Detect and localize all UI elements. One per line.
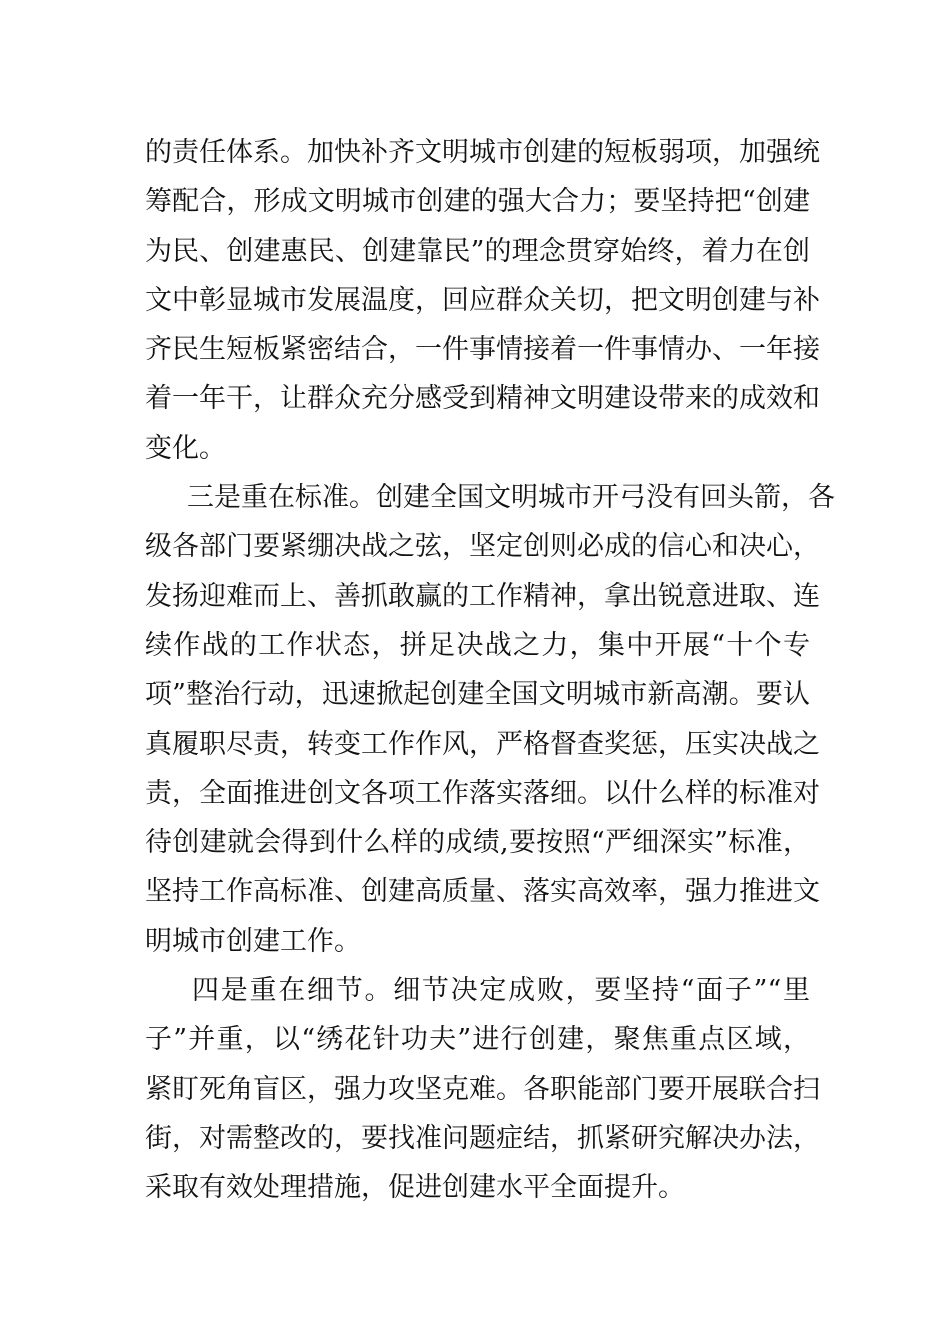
text-line: 坚持工作高标准、创建高质量、落实高效率，强力推进文 — [145, 876, 820, 908]
text-line: 筹配合，形成文明城市创建的强大合力；要坚持把“创建 — [145, 186, 810, 218]
text-line: 子”并重，以“绣花针功夫”进行创建，聚焦重点区域， — [145, 1024, 810, 1056]
paragraph-start-line: 三是重在标准。创建全国文明城市开弓没有回头箭，各 — [187, 482, 835, 514]
text-line: 责，全面推进创文各项工作落实落细。以什么样的标准对 — [145, 777, 820, 809]
text-line: 为民、创建惠民、创建靠民”的理念贯穿始终，着力在创 — [145, 235, 810, 267]
text-line: 采取有效处理措施，促进创建水平全面提升。 — [145, 1172, 685, 1204]
text-line: 级各部门要紧绷决战之弦，坚定创则必成的信心和决心， — [145, 531, 820, 563]
text-line: 变化。 — [145, 432, 226, 464]
text-line: 的责任体系。加快补齐文明城市创建的短板弱项，加强统 — [145, 137, 820, 168]
text-line: 街，对需整改的，要找准问题症结，抓紧研究解决办法， — [145, 1122, 820, 1154]
paragraph-start-line: 四是重在细节。细节决定成败，要坚持“面子”“里 — [192, 975, 810, 1007]
text-line: 续作战的工作状态，拼足决战之力，集中开展“十个专 — [145, 629, 810, 661]
text-line: 真履职尽责，转变工作作风，严格督查奖惩，压实决战之 — [145, 728, 820, 760]
text-line: 着一年干，让群众充分感受到精神文明建设带来的成效和 — [145, 383, 820, 415]
body-text — [145, 128, 835, 1213]
text-line: 文中彰显城市发展温度，回应群众关切，把文明创建与补 — [145, 284, 820, 316]
text-line: 紧盯死角盲区，强力攻坚克难。各职能部门要开展联合扫 — [145, 1073, 820, 1105]
text-line: 待创建就会得到什么样的成绩,要按照“严细深实”标准， — [145, 827, 810, 859]
text-line: 发扬迎难而上、善抓敢赢的工作精神，拿出锐意进取、连 — [145, 580, 820, 612]
text-line: 齐民生短板紧密结合，一件事情接着一件事情办、一年接 — [145, 334, 820, 366]
text-line: 项”整治行动，迅速掀起创建全国文明城市新高潮。要认 — [145, 679, 810, 711]
text-line: 明城市创建工作。 — [145, 925, 361, 957]
